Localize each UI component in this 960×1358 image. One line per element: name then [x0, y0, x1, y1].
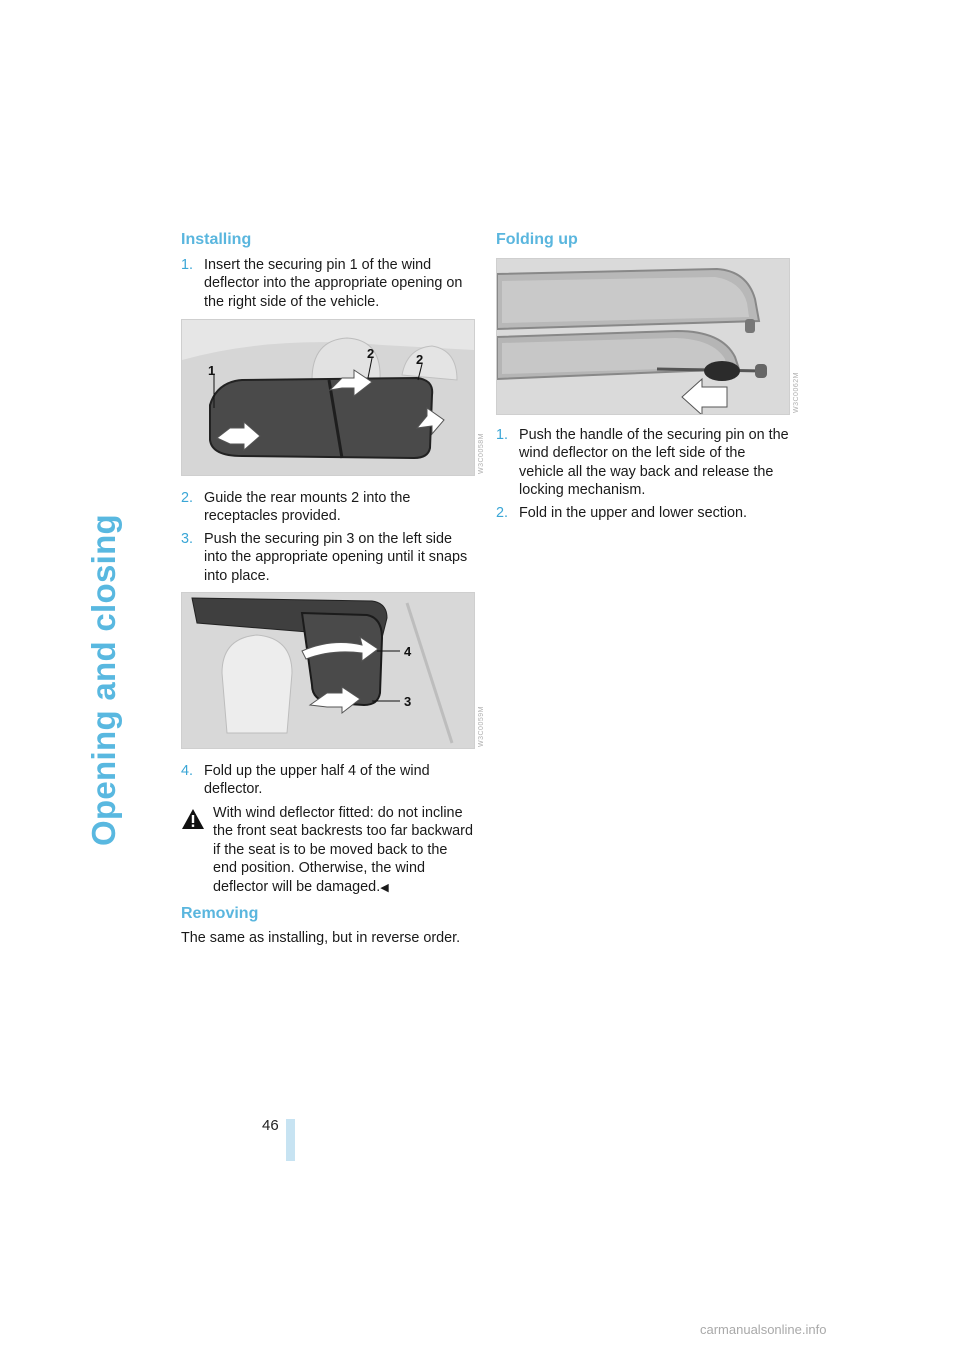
installing-illustration [182, 320, 474, 475]
warning-text: With wind deflector fitted: do not incline the front seat backrests too far backward if the seat is to be moved back to the end position. Otherwise, the wind deflector will be damaged. [213, 805, 473, 895]
step-text: Push the securing pin 3 on the left side into the appropriate opening until it snaps into place. [204, 530, 468, 584]
step-number: 2. [181, 490, 194, 506]
figure-label-mount-a: 2 [367, 346, 375, 361]
step-text: Fold in the upper and lower section. [519, 504, 747, 521]
figure-folding [496, 258, 790, 415]
step-text: Fold up the upper half 4 of the wind deflector. [204, 763, 430, 798]
removing-text: The same as installing, but in reverse order. [181, 930, 461, 946]
page-marker-bar [286, 1119, 295, 1161]
page-number: 46 [262, 1117, 279, 1134]
figure-locking [181, 592, 475, 749]
figure-code: W3C0059M [478, 706, 485, 747]
installing-steps-2-3 [181, 489, 474, 585]
figure-label-mount-b: 2 [416, 352, 424, 367]
footer-watermark: carmanualsonline.info [700, 1322, 827, 1337]
section-title: Opening and closing [85, 513, 122, 847]
locking-illustration [182, 593, 474, 748]
step-number: 2. [496, 504, 509, 521]
figure-code: W3C0058M [478, 433, 485, 474]
figure-installing [181, 319, 475, 476]
step-number: 3. [181, 530, 194, 547]
installing-step-4 [181, 762, 474, 799]
heading-installing: Installing [181, 231, 252, 248]
figure-label-pin: 1 [208, 363, 216, 378]
figure-label-upper: 4 [404, 644, 412, 659]
end-mark: ◀ [380, 881, 389, 894]
heading-removing: Removing [181, 905, 259, 922]
step-text: Guide the rear mounts 2 into the receptacles provided. [204, 490, 411, 525]
folding-steps [496, 426, 794, 522]
folding-illustration [497, 259, 789, 414]
figure-code: W3C0062M [793, 372, 800, 413]
step-number: 4. [181, 763, 194, 779]
heading-folding-up: Folding up [496, 231, 578, 248]
step-number: 1. [496, 427, 509, 443]
step-text: Push the handle of the securing pin on the wind deflector on the left side of the vehicle all the way back and release the locking mechanism. [519, 427, 789, 499]
installing-step-1 [181, 256, 474, 311]
warning-triangle-icon [181, 808, 205, 830]
figure-label-pin: 3 [404, 694, 412, 709]
step-text: Insert the securing pin 1 of the wind deflector into the appropriate opening on the right side of the vehicle. [204, 257, 463, 310]
step-number: 1. [181, 257, 194, 273]
warning-note [181, 804, 473, 897]
